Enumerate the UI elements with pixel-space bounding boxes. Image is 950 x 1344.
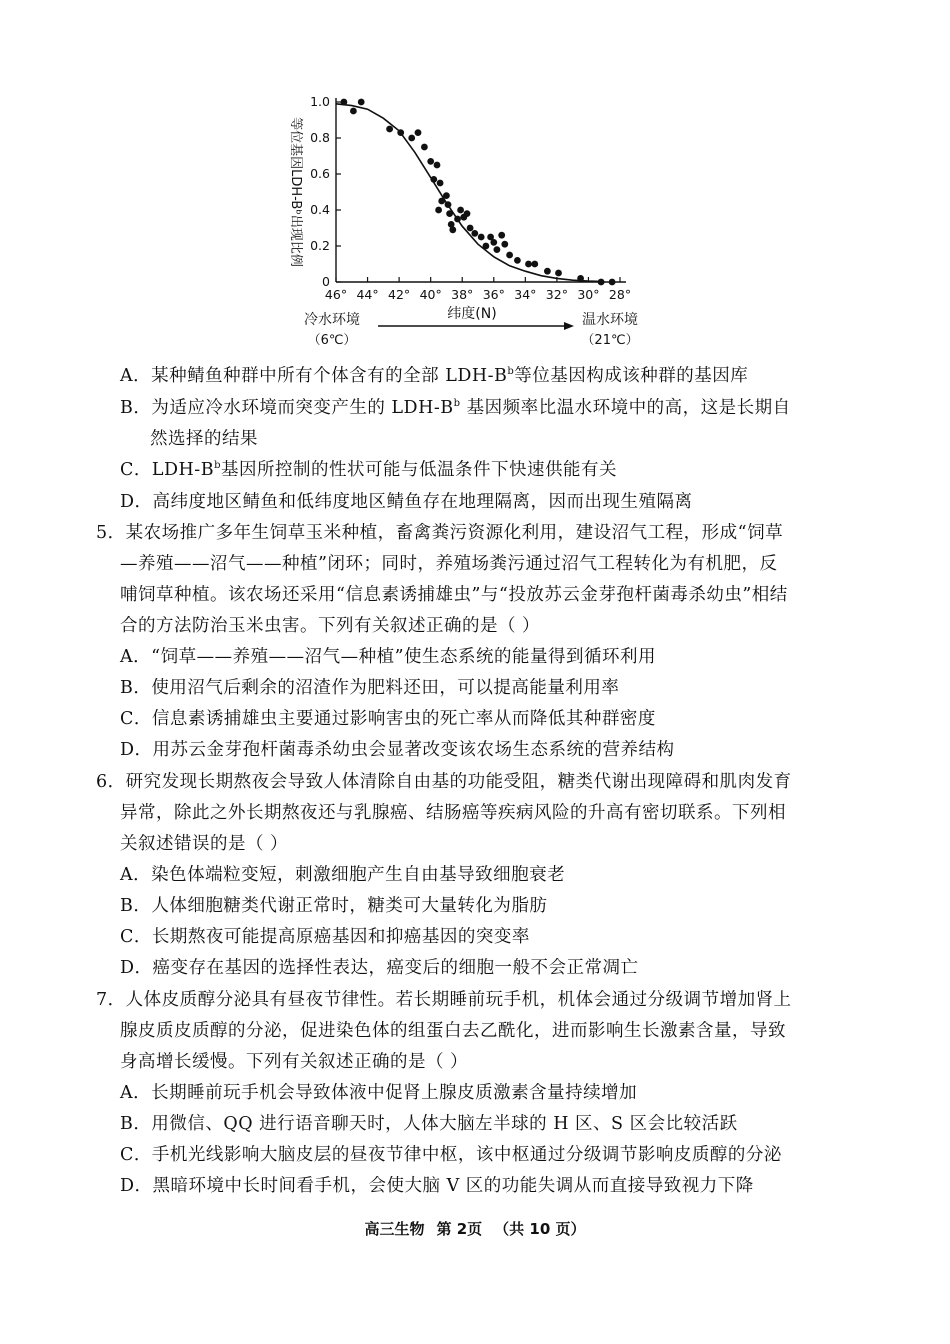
q6-option-d[interactable]: D．癌变存在基因的选择性表达，癌变后的细胞一般不会正常凋亡 [120,958,639,978]
q6-stem-line-1: 6．研究发现长期熬夜会导致人体清除自由基的功能受阻，糖类代谢出现障碍和肌肉发育 [96,772,792,792]
data-point [531,261,538,268]
q6-stem-line-3: 关叙述错误的是（ ） [120,834,289,854]
q5-stem-line-1: 5．某农场推广多年生饲草玉米种植，畜禽粪污资源化利用，建设沼气工程，形成“饲草 [96,523,784,543]
data-point [464,210,471,217]
data-point [471,230,478,237]
x-right-sub: （21℃） [581,333,639,348]
q5-stem-line-3: 哺饲草种植。该农场还采用“信息素诱捕雄虫”与“投放苏云金芽孢杆菌毒杀幼虫”相结 [120,585,788,605]
x-left-sub: （6℃） [307,333,357,348]
q7-option-a[interactable]: A．长期睡前玩手机会导致体液中促肾上腺皮质激素含量持续增加 [120,1083,638,1103]
q4-option-b-cont: 然选择的结果 [150,429,258,449]
q6-stem-line-2: 异常，除此之外长期熬夜还与乳腺癌、结肠癌等疾病风险的升高有密切联系。下列相 [120,803,786,823]
data-point [421,144,428,151]
data-point [494,246,501,253]
x-tick-label: 32° [545,287,568,302]
data-point [415,129,422,136]
x-tick-label: 42° [388,287,411,302]
question-number: 7． [96,990,126,1010]
y-tick-label: 0.6 [310,166,330,181]
data-point [350,108,357,115]
x-tick-label: 40° [419,287,442,302]
fitted-curve [336,104,604,282]
x-tick-label: 44° [356,287,379,302]
y-axis-label: 等位基因LDH-Bᵇ出现比例 [288,117,303,267]
data-point [457,207,464,214]
q5-option-b[interactable]: B．使用沼气后剩余的沼渣作为肥料还田，可以提高能量利用率 [120,678,620,698]
data-point [490,239,497,246]
q4-option-b[interactable]: B．为适应冷水环境而突变产生的 LDH-$B^b$ 基因频率比温水环境中的高，这是长期自 [120,398,791,418]
data-point [427,158,434,165]
data-point [341,99,348,106]
page-footer [0,1218,950,1239]
data-point [555,270,562,277]
q7-stem-line-3: 身高增长缓慢。下列有关叙述正确的是（ ） [120,1052,469,1072]
data-point [478,234,485,241]
data-point [438,198,445,205]
q7-option-b[interactable]: B．用微信、QQ 进行语音聊天时，人体大脑左半球的 H 区、S 区会比较活跃 [120,1114,738,1134]
y-tick-label: 0.8 [310,130,330,145]
option-label: B． [120,398,152,418]
data-point [577,275,584,282]
q5-stem-line-2: —养殖——沼气——种植”闭环；同时，养殖场粪污通过沼气工程转化为有机肥，反 [120,554,778,574]
footer-total: （共 10 页） [494,1220,586,1238]
data-point [525,261,532,268]
data-point [454,216,461,223]
data-point [544,268,551,275]
x-right-label: 温水环境 [582,312,638,328]
data-point [434,162,441,169]
data-point [358,99,365,106]
data-point [483,243,490,250]
q4-option-a[interactable]: A．某种鲭鱼种群中所有个体含有的全部 LDH-$B^b$等位基因构成该种群的基因库 [120,366,749,386]
y-tick-label: 0 [322,274,330,289]
x-tick-label: 30° [577,287,600,302]
data-point [598,279,605,286]
data-point [498,232,505,239]
question-number: 5． [96,523,126,543]
data-point [501,241,508,248]
q7-stem-line-2: 腺皮质皮质醇的分泌，促进染色体的组蛋白去乙酰化，进而影响生长激素含量，导致 [120,1021,786,1041]
option-label: C． [120,460,152,480]
option-label: D． [120,492,153,512]
data-point [467,225,474,232]
q5-stem-line-4: 合的方法防治玉米虫害。下列有关叙述正确的是（ ） [120,616,541,636]
x-tick-label: 38° [451,287,474,302]
data-point [514,257,521,264]
q6-option-b[interactable]: B．人体细胞糖类代谢正常时，糖类可大量转化为脂肪 [120,896,548,916]
x-tick-label: 34° [514,287,537,302]
data-point [443,192,450,199]
data-point [449,226,456,233]
q7-option-d[interactable]: D．黑暗环境中长时间看手机，会使大脑 V 区的功能失调从而直接导致视力下降 [120,1176,754,1196]
data-point [435,207,442,214]
question-number: 6． [96,772,126,792]
data-point [609,279,616,286]
data-point [408,135,415,142]
q6-option-c[interactable]: C．长期熬夜可能提高原癌基因和抑癌基因的突变率 [120,927,530,947]
q5-option-d[interactable]: D．用苏云金芽孢杆菌毒杀幼虫会显著改变该农场生态系统的营养结构 [120,740,675,760]
q6-option-a[interactable]: A．染色体端粒变短，刺激细胞产生自由基导致细胞衰老 [120,865,566,885]
q4-option-d[interactable]: D．高纬度地区鲭鱼和低纬度地区鲭鱼存在地理隔离，因而出现生殖隔离 [120,492,693,512]
ldh-latitude-chart [280,88,660,350]
data-point [445,201,452,208]
data-point [430,176,437,183]
y-tick-label: 0.4 [310,202,330,217]
x-tick-label: 36° [482,287,505,302]
q7-stem-line-1: 7．人体皮质醇分泌具有昼夜节律性。若长期睡前玩手机，机体会通过分级调节增加肾上 [96,990,792,1010]
x-tick-label: 28° [608,287,632,302]
x-axis-arrowhead [564,322,574,330]
q5-option-c[interactable]: C．信息素诱捕雄虫主要通过影响害虫的死亡率从而降低其种群密度 [120,709,656,729]
y-tick-label: 1.0 [310,94,330,109]
q4-option-c[interactable]: C．LDH-$B^b$基因所控制的性状可能与低温条件下快速供能有关 [120,460,617,480]
x-axis-label: 纬度(N) [447,306,497,322]
x-left-label: 冷水环境 [304,312,360,328]
data-point [397,129,404,136]
x-tick-label: 46° [324,287,348,302]
data-point [506,252,513,259]
q5-option-a[interactable]: A．“饲草——养殖——沼气—种植”使生态系统的能量得到循环利用 [120,647,657,667]
y-tick-label: 0.2 [310,238,330,253]
footer-subject: 高三生物 [364,1220,425,1238]
option-label: A． [120,366,152,386]
plot-area [310,94,631,302]
data-point [437,180,444,187]
footer-page: 第 2页 [436,1220,483,1238]
data-point [446,210,453,217]
q7-option-c[interactable]: C．手机光线影响大脑皮层的昼夜节律中枢，该中枢通过分级调节影响皮质醇的分泌 [120,1145,782,1165]
data-point [386,126,393,133]
